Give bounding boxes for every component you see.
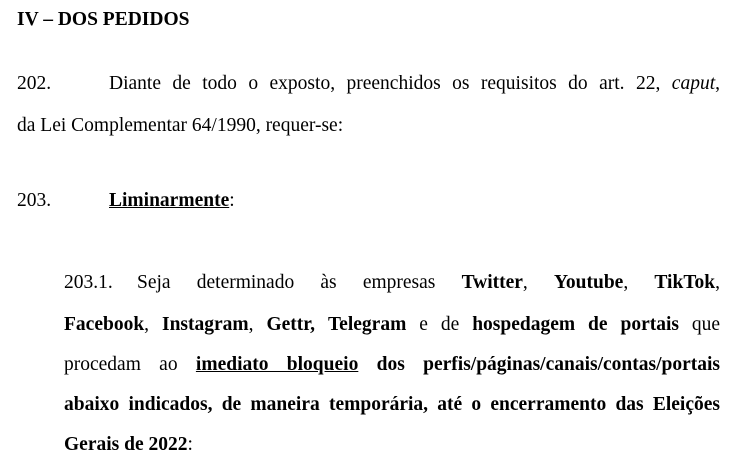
p2031-l3-text-1: procedam ao — [64, 354, 178, 375]
p203-colon: : — [229, 190, 235, 211]
paragraph-2031-line-3 — [64, 353, 720, 377]
instagram-label: Instagram — [161, 314, 249, 335]
telegram-label: Telegram — [327, 314, 407, 335]
imediato-bloqueio-label: imediato bloqueio — [195, 354, 359, 375]
facebook-label: Facebook — [64, 314, 145, 335]
p2031-l3-bold: dos perfis/páginas/canais/contas/portais — [376, 354, 720, 375]
paragraph-2031-number: 203.1. — [64, 272, 113, 293]
p2031-l4-bold: abaixo indicados, de maneira temporária, até o encerramento das Eleições — [64, 394, 720, 415]
gettr-label: Gettr, — [266, 314, 316, 335]
paragraph-203-number: 203. — [17, 190, 52, 211]
p2031-l2-comma-1: , — [144, 314, 150, 335]
p2031-l2-text-que: que — [691, 314, 721, 335]
p202-caput: caput — [671, 73, 716, 94]
paragraph-2031-line-4 — [64, 393, 720, 417]
p202-text-c: , — [715, 73, 720, 94]
paragraph-2031-line-1 — [137, 271, 720, 295]
paragraph-2031-line-5 — [64, 433, 193, 457]
p2031-l1-text-1: Seja determinado às empresas — [137, 272, 436, 293]
tiktok-label: TikTok — [654, 272, 716, 293]
p2031-l2-comma-2: , — [248, 314, 254, 335]
twitter-label: Twitter — [461, 272, 523, 293]
p202-text-a: Diante de todo o exposto, preenchidos os requisitos do art. 22, — [109, 73, 661, 94]
p2031-l1-comma-2: , — [623, 272, 629, 293]
p2031-l1-comma-1: , — [522, 272, 528, 293]
p2031-l2-text-e-de: e de — [419, 314, 460, 335]
paragraph-202-number: 202. — [17, 73, 52, 94]
hospedagem-label: hospedagem de portais — [472, 314, 679, 335]
paragraph-202-line-2: da Lei Complementar 64/1990, requer-se: — [17, 115, 344, 136]
youtube-label: Youtube — [553, 272, 624, 293]
liminarmente-label: Liminarmente — [109, 190, 230, 211]
p2031-l5-colon: : — [187, 434, 193, 455]
section-heading: IV – DOS PEDIDOS — [17, 9, 190, 30]
p2031-l5-bold: Gerais de 2022 — [64, 434, 188, 455]
paragraph-203-title — [109, 189, 235, 213]
paragraph-2031-line-2 — [64, 313, 720, 337]
p2031-l1-comma-3: , — [715, 272, 721, 293]
paragraph-202-line-1 — [109, 72, 720, 96]
